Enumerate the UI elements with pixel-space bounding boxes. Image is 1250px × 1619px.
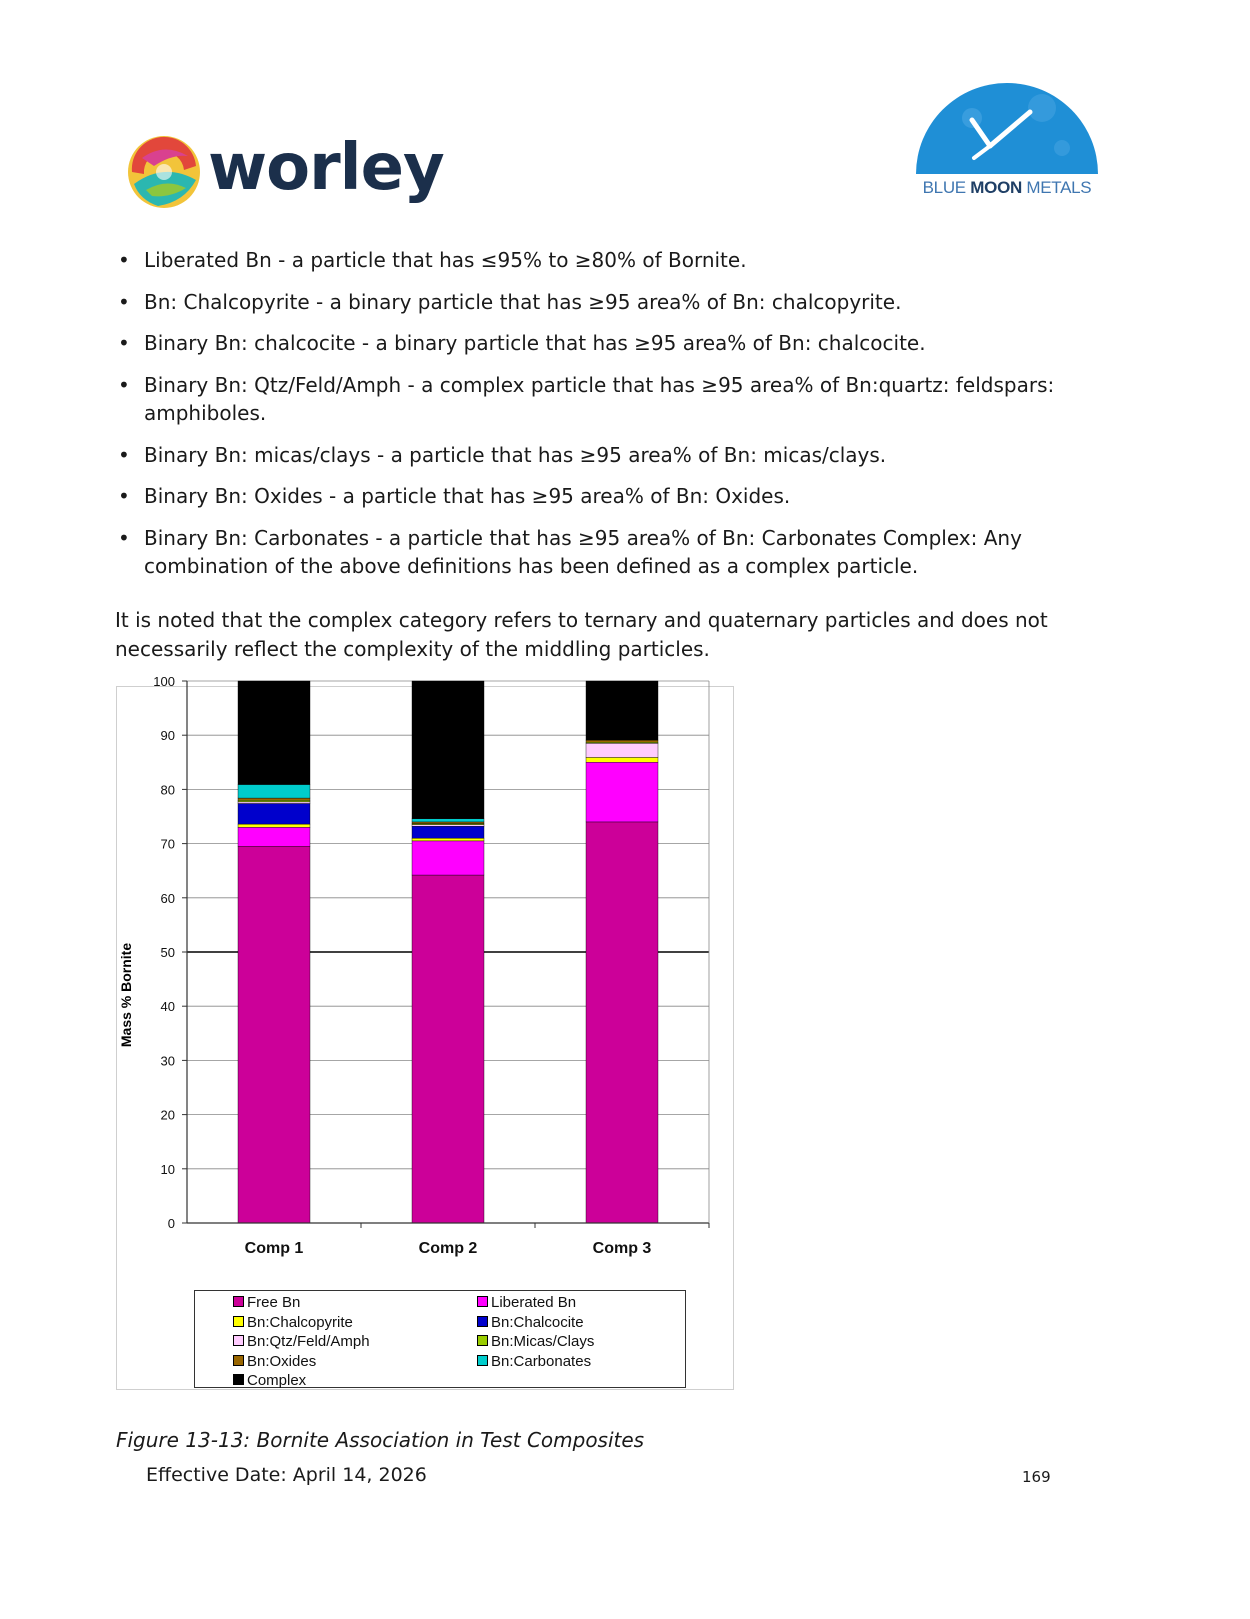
y-tick-label: 0 — [167, 1216, 175, 1231]
legend-item — [477, 1354, 591, 1370]
legend-swatch — [233, 1296, 244, 1307]
page-number: 169 — [1022, 1468, 1051, 1486]
legend-label: Bn:Qtz/Feld/Amph — [247, 1333, 370, 1350]
bar-segment — [412, 826, 484, 838]
legend-item — [233, 1334, 370, 1350]
legend-swatch — [233, 1374, 244, 1385]
blue-moon-metals-logo — [912, 78, 1102, 204]
list-item: • Binary Bn: Oxides - a particle that has ≥95 area% of Bn: Oxides. — [118, 482, 1128, 511]
legend-item — [477, 1315, 584, 1331]
y-tick-label: 80 — [160, 782, 175, 798]
moon-clock-icon — [912, 78, 1102, 178]
chart-legend — [194, 1290, 686, 1388]
legend-swatch — [477, 1335, 488, 1346]
list-item: • Binary Bn: chalcocite - a binary particle that has ≥95 area% of Bn: chalcocite. — [118, 329, 1128, 358]
bar-segment — [412, 838, 484, 841]
bar-segment — [586, 740, 658, 742]
bornite-association-chart — [116, 674, 734, 1390]
legend-label: Bn:Chalcopyrite — [247, 1313, 353, 1331]
legend-label: Bn:Oxides — [247, 1352, 317, 1370]
legend-swatch — [233, 1316, 244, 1327]
bar-segment — [238, 827, 310, 846]
bar-segment — [586, 822, 658, 1223]
bar-segment — [412, 822, 484, 824]
y-tick-label: 20 — [160, 1107, 175, 1123]
legend-swatch — [477, 1296, 488, 1307]
list-item: • Liberated Bn - a particle that has ≤95% to ≥80% of Bornite. — [118, 246, 1128, 275]
worley-swirl-icon — [124, 132, 204, 212]
bar-segment — [238, 802, 310, 804]
bar-segment — [412, 825, 484, 827]
bar-segment — [238, 803, 310, 824]
list-item: • Bn: Chalcopyrite - a binary particle that has ≥95 area% of Bn: chalcopyrite. — [118, 288, 1128, 317]
bar-segment — [412, 819, 484, 822]
y-tick-label: 30 — [160, 1053, 175, 1069]
legend-label: Bn:Carbonates — [491, 1352, 592, 1370]
y-tick-label: 70 — [160, 836, 175, 852]
legend-swatch — [233, 1355, 244, 1366]
y-axis-label: Mass % Bornite — [118, 942, 134, 1048]
figure-caption: Figure 13-13: Bornite Association in Test Composites — [116, 1428, 645, 1452]
list-item: • Binary Bn: Qtz/Feld/Amph - a complex particle that has ≥95 area% of Bn:quartz: feldspars: amphiboles. — [118, 371, 1128, 428]
y-tick-label: 40 — [160, 999, 175, 1015]
bar-segment — [238, 846, 310, 1223]
blue-moon-metals-logo-text: BLUE MOON METALS — [922, 178, 1092, 197]
legend-item — [477, 1295, 576, 1311]
legend-swatch — [477, 1316, 488, 1327]
worley-logo-text: worley — [208, 131, 444, 205]
effective-date: Effective Date: April 14, 2026 — [146, 1464, 427, 1486]
legend-label: Bn:Chalcocite — [491, 1313, 584, 1331]
bar-segment — [238, 824, 310, 827]
x-category-label: Comp 3 — [592, 1240, 652, 1257]
legend-item — [233, 1354, 316, 1370]
y-tick-label: 10 — [160, 1161, 175, 1177]
legend-swatch — [233, 1335, 244, 1346]
list-item: • Binary Bn: micas/clays - a particle that has ≥95 area% of Bn: micas/clays. — [118, 441, 1128, 470]
bar-segment — [238, 798, 310, 800]
x-category-label: Comp 2 — [418, 1240, 478, 1257]
bar-segment — [238, 800, 310, 802]
bar-segment — [586, 743, 658, 757]
chart-plot — [117, 674, 733, 1389]
legend-item — [233, 1315, 353, 1331]
y-tick-label: 60 — [160, 890, 175, 906]
bar-segment — [412, 841, 484, 875]
bar-segment — [586, 681, 658, 740]
bar-segment — [412, 875, 484, 1223]
note-paragraph: It is noted that the complex category refers to ternary and quaternary particles and does not necessarily reflect the complexity of the middling particles. — [115, 608, 1048, 661]
y-tick-label: 90 — [160, 728, 175, 744]
legend-label: Bn:Micas/Clays — [491, 1333, 595, 1350]
bar-segment — [238, 681, 310, 785]
bar-segment — [238, 785, 310, 799]
legend-label: Liberated Bn — [491, 1294, 577, 1311]
definition-list — [118, 246, 1128, 594]
y-tick-label: 50 — [160, 945, 175, 960]
legend-item — [233, 1373, 306, 1389]
list-item: • Binary Bn: Carbonates - a particle that has ≥95 area% of Bn: Carbonates Complex: Any combination of the above definitions has been defined as a complex particle. — [118, 524, 1128, 581]
legend-item — [477, 1334, 594, 1350]
legend-item — [233, 1295, 300, 1311]
y-tick-label: 100 — [153, 674, 175, 689]
worley-logo — [124, 132, 444, 212]
bar-segment — [586, 762, 658, 822]
x-category-label: Comp 1 — [244, 1240, 304, 1257]
legend-label: Complex — [247, 1372, 307, 1389]
legend-swatch — [477, 1355, 488, 1366]
bar-segment — [412, 681, 484, 819]
bar-segment — [586, 757, 658, 762]
legend-label: Free Bn — [247, 1294, 301, 1311]
